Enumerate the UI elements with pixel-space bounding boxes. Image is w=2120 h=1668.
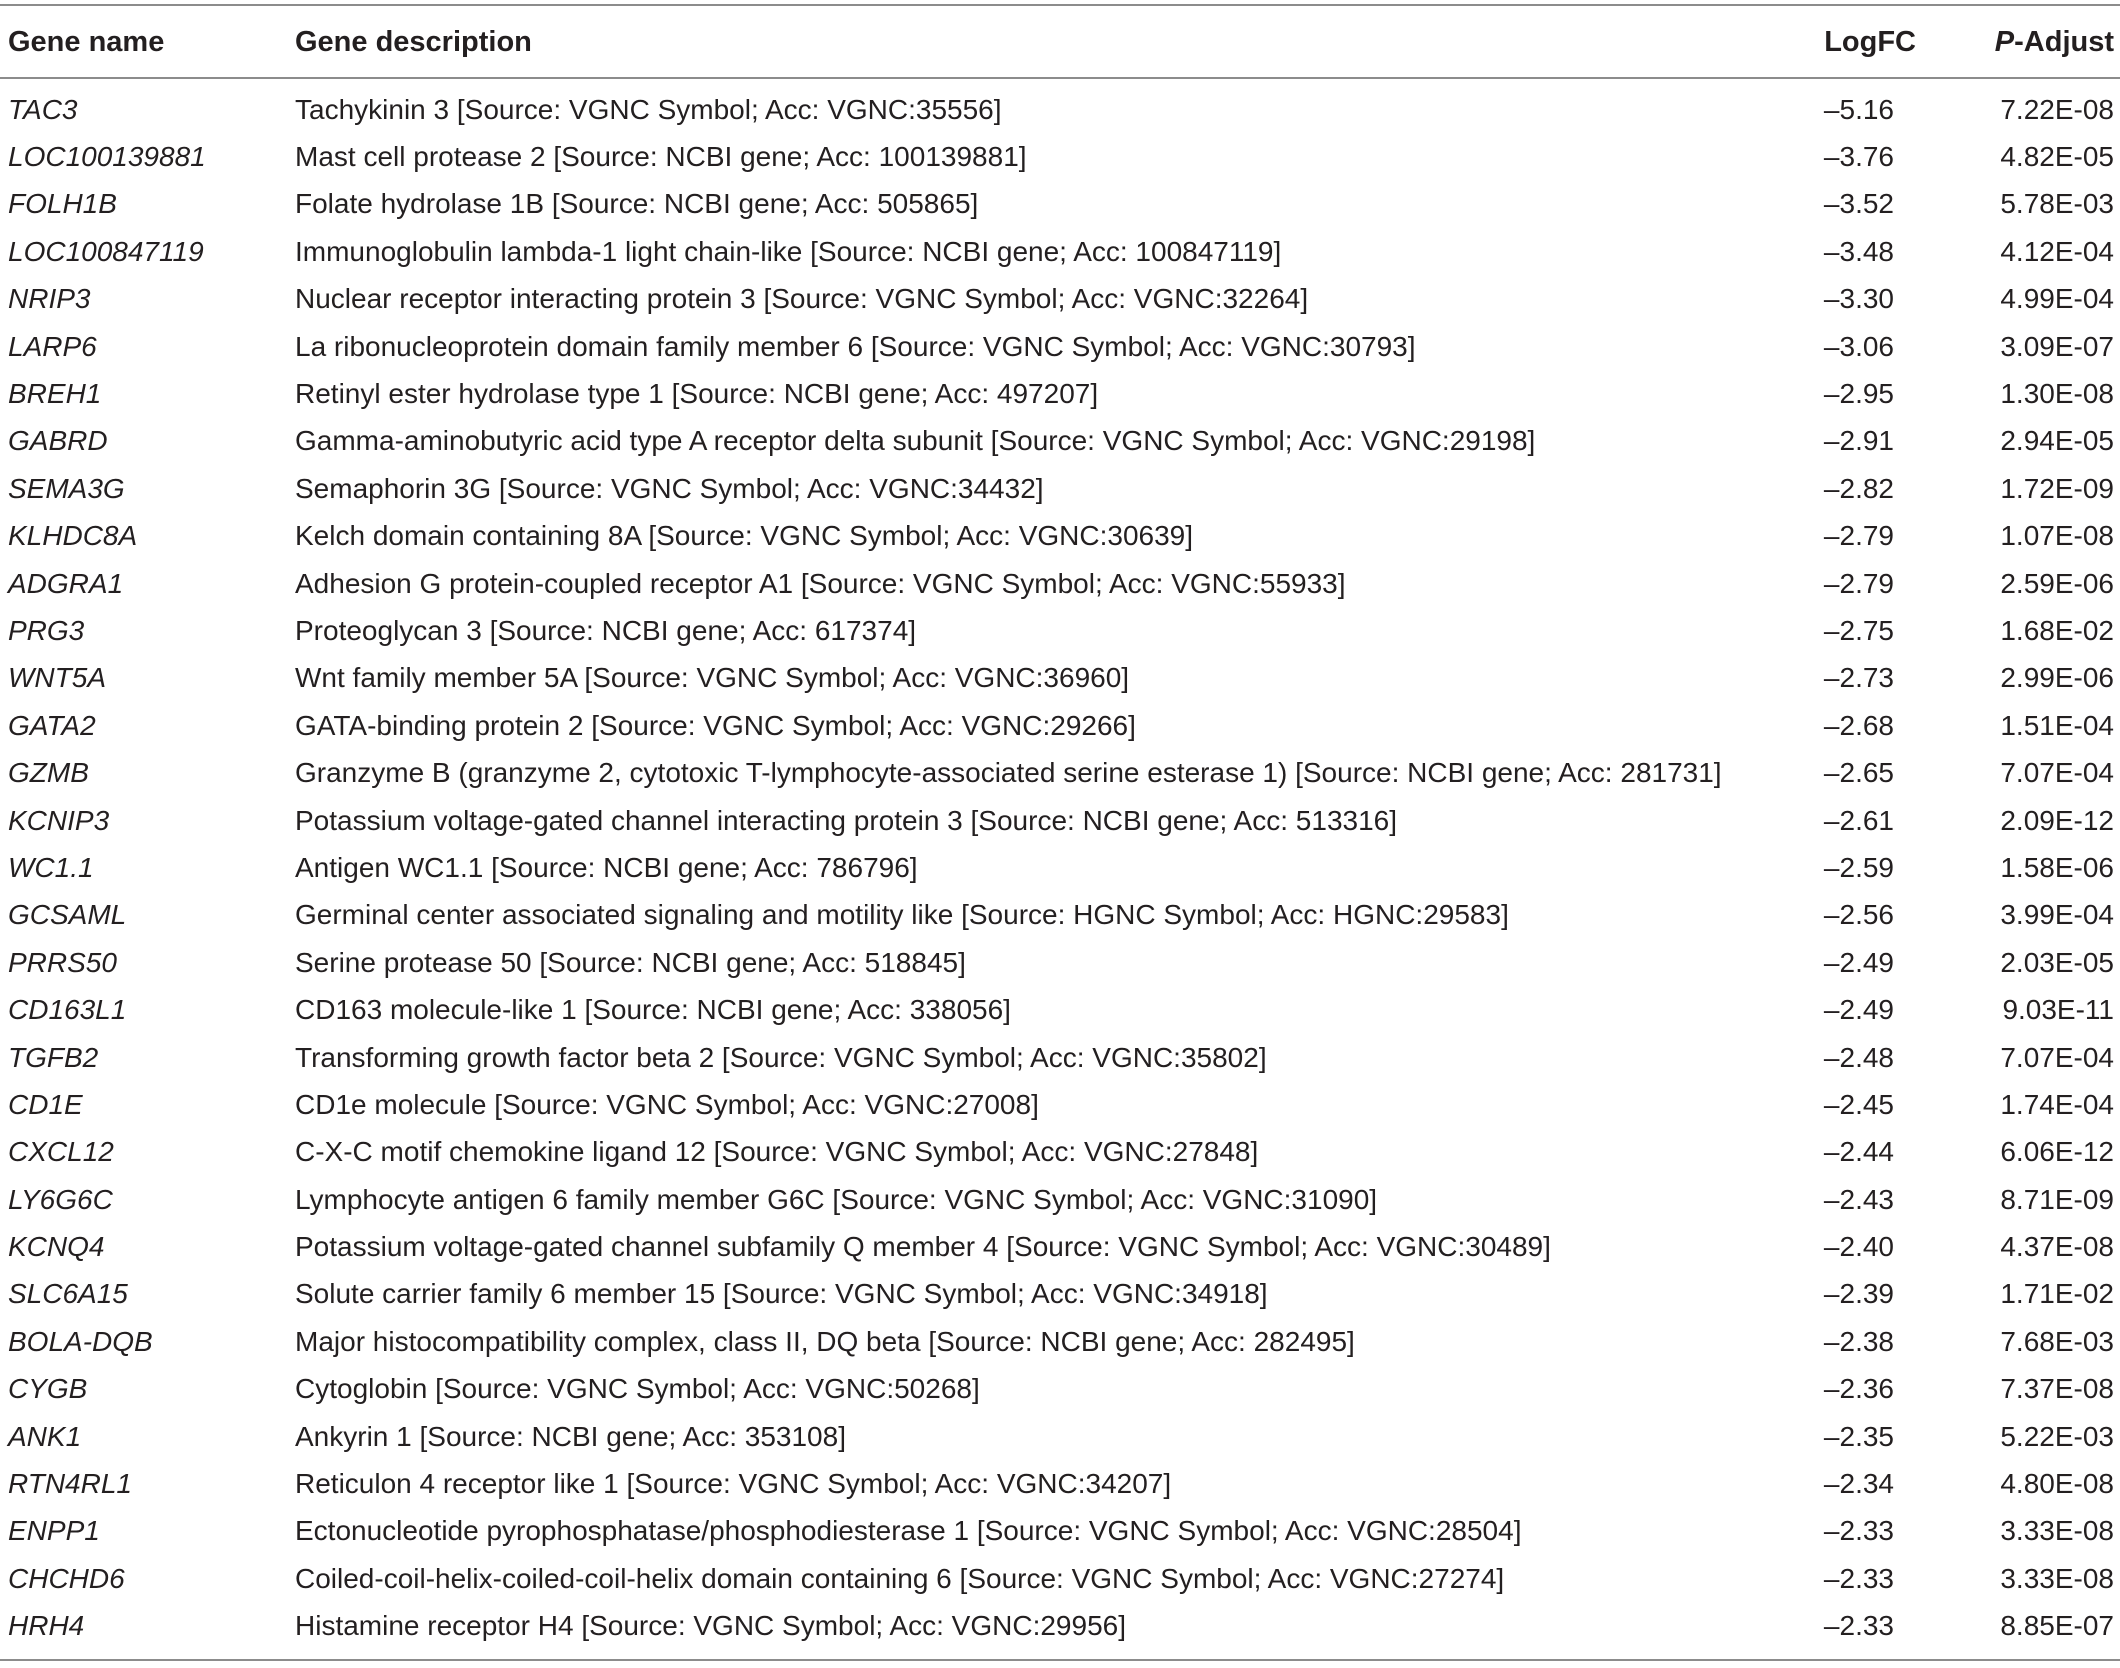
logfc-cell: –2.33 bbox=[1823, 1610, 1894, 1642]
gene-description-cell: Wnt family member 5A [Source: VGNC Symbol; Acc: VGNC:36960] bbox=[295, 662, 1130, 694]
gene-description-cell: Solute carrier family 6 member 15 [Source: VGNC Symbol; Acc: VGNC:34918] bbox=[295, 1278, 1268, 1310]
table-row bbox=[0, 1460, 2120, 1507]
p-adjust-cell: 1.71E-02 bbox=[2000, 1278, 2114, 1310]
gene-name-cell: GATA2 bbox=[8, 709, 96, 741]
logfc-cell: –2.79 bbox=[1823, 520, 1894, 552]
p-adjust-cell: 1.58E-06 bbox=[2000, 851, 2114, 883]
gene-description-cell: Kelch domain containing 8A [Source: VGNC Symbol; Acc: VGNC:30639] bbox=[295, 520, 1194, 552]
table-row bbox=[0, 1271, 2120, 1318]
table-row bbox=[0, 1366, 2120, 1413]
gene-description-cell: Immunoglobulin lambda-1 light chain-like [Source: NCBI gene; Acc: 100847119] bbox=[295, 235, 1282, 267]
gene-name-cell: CYGB bbox=[8, 1373, 88, 1405]
p-adjust-cell: 1.72E-09 bbox=[2000, 472, 2114, 504]
logfc-cell: –2.38 bbox=[1823, 1325, 1894, 1357]
gene-name-cell: CXCL12 bbox=[8, 1136, 114, 1168]
gene-name-cell: SEMA3G bbox=[8, 472, 125, 504]
logfc-cell: –2.79 bbox=[1823, 567, 1894, 599]
header-p-adjust-suffix: -Adjust bbox=[2014, 25, 2114, 58]
table-row bbox=[0, 1508, 2120, 1555]
p-adjust-cell: 6.06E-12 bbox=[2000, 1136, 2114, 1168]
gene-description-cell: Tachykinin 3 [Source: VGNC Symbol; Acc: VGNC:35556] bbox=[295, 93, 1002, 125]
gene-description-cell: CD163 molecule-like 1 [Source: NCBI gene; Acc: 338056] bbox=[295, 994, 1011, 1026]
p-adjust-cell: 1.51E-04 bbox=[2000, 709, 2114, 741]
gene-description-cell: Nuclear receptor interacting protein 3 [Source: VGNC Symbol; Acc: VGNC:32264] bbox=[295, 283, 1309, 315]
p-adjust-cell: 8.71E-09 bbox=[2000, 1183, 2114, 1215]
gene-description-cell: Germinal center associated signaling and motility like [Source: HGNC Symbol; Acc: HGNC:29583] bbox=[295, 899, 1509, 931]
logfc-cell: –3.30 bbox=[1823, 283, 1894, 315]
header-gene-description: Gene description bbox=[295, 25, 532, 58]
table-row bbox=[0, 1555, 2120, 1602]
gene-name-cell: HRH4 bbox=[8, 1610, 85, 1642]
gene-description-cell: Ankyrin 1 [Source: NCBI gene; Acc: 353108] bbox=[295, 1420, 846, 1452]
logfc-cell: –3.76 bbox=[1823, 141, 1894, 173]
gene-description-cell: C-X-C motif chemokine ligand 12 [Source: VGNC Symbol; Acc: VGNC:27848] bbox=[295, 1136, 1259, 1168]
gene-description-cell: Folate hydrolase 1B [Source: NCBI gene; Acc: 505865] bbox=[295, 188, 979, 220]
table-row bbox=[0, 655, 2120, 702]
gene-name-cell: FOLH1B bbox=[8, 188, 117, 220]
gene-description-cell: Reticulon 4 receptor like 1 [Source: VGNC Symbol; Acc: VGNC:34207] bbox=[295, 1468, 1172, 1500]
gene-name-cell: ADGRA1 bbox=[8, 567, 124, 599]
gene-name-cell: LARP6 bbox=[8, 330, 97, 362]
gene-description-cell: Serine protease 50 [Source: NCBI gene; Acc: 518845] bbox=[295, 946, 966, 978]
p-adjust-cell: 8.85E-07 bbox=[2000, 1610, 2114, 1642]
p-adjust-cell: 7.68E-03 bbox=[2000, 1325, 2114, 1357]
gene-name-cell: KCNIP3 bbox=[8, 804, 110, 836]
logfc-cell: –2.73 bbox=[1823, 662, 1894, 694]
logfc-cell: –2.56 bbox=[1823, 899, 1894, 931]
gene-table bbox=[0, 7, 2120, 1650]
p-adjust-cell: 7.07E-04 bbox=[2000, 757, 2114, 789]
header-gene-name: Gene name bbox=[8, 25, 165, 58]
gene-description-cell: Proteoglycan 3 [Source: NCBI gene; Acc: 617374] bbox=[295, 614, 917, 646]
gene-name-cell: KLHDC8A bbox=[8, 520, 138, 552]
gene-description-cell: Transforming growth factor beta 2 [Source: VGNC Symbol; Acc: VGNC:35802] bbox=[295, 1041, 1267, 1073]
logfc-cell: –3.48 bbox=[1823, 235, 1894, 267]
gene-name-cell: RTN4RL1 bbox=[8, 1468, 132, 1500]
gene-description-cell: Potassium voltage-gated channel subfamily Q member 4 [Source: VGNC Symbol; Acc: VGNC:30489] bbox=[295, 1231, 1551, 1263]
logfc-cell: –2.33 bbox=[1823, 1562, 1894, 1594]
gene-description-cell: Ectonucleotide pyrophosphatase/phosphodiesterase 1 [Source: VGNC Symbol; Acc: VGNC:28504] bbox=[295, 1515, 1522, 1547]
table-row bbox=[0, 133, 2120, 180]
gene-description-cell: La ribonucleoprotein domain family member 6 [Source: VGNC Symbol; Acc: VGNC:30793] bbox=[295, 330, 1416, 362]
gene-description-cell: Retinyl ester hydrolase type 1 [Source: NCBI gene; Acc: 497207] bbox=[295, 378, 1099, 410]
logfc-cell: –2.34 bbox=[1823, 1468, 1894, 1500]
header-p-adjust bbox=[1922, 7, 2120, 77]
header-p-adjust-prefix: P bbox=[1994, 25, 2015, 58]
logfc-cell: –2.49 bbox=[1823, 946, 1894, 978]
bottom-rule bbox=[0, 1659, 2120, 1661]
gene-name-cell: LY6G6C bbox=[8, 1183, 113, 1215]
gene-name-cell: CHCHD6 bbox=[8, 1562, 125, 1594]
gene-description-cell: Lymphocyte antigen 6 family member G6C [Source: VGNC Symbol; Acc: VGNC:31090] bbox=[295, 1183, 1378, 1215]
gene-description-cell: Mast cell protease 2 [Source: NCBI gene; Acc: 100139881] bbox=[295, 141, 1027, 173]
table-row bbox=[0, 844, 2120, 891]
table-row bbox=[0, 749, 2120, 796]
table-row bbox=[0, 1603, 2120, 1650]
gene-description-cell: Histamine receptor H4 [Source: VGNC Symbol; Acc: VGNC:29956] bbox=[295, 1610, 1126, 1642]
gene-name-cell: ANK1 bbox=[8, 1420, 82, 1452]
gene-name-cell: TGFB2 bbox=[8, 1041, 99, 1073]
gene-name-cell: LOC100139881 bbox=[8, 141, 206, 173]
table-row bbox=[0, 513, 2120, 560]
p-adjust-cell: 2.94E-05 bbox=[2000, 425, 2114, 457]
p-adjust-cell: 3.99E-04 bbox=[2000, 899, 2114, 931]
logfc-cell: –2.35 bbox=[1823, 1420, 1894, 1452]
gene-description-cell: GATA-binding protein 2 [Source: VGNC Symbol; Acc: VGNC:29266] bbox=[295, 709, 1136, 741]
p-adjust-cell: 1.30E-08 bbox=[2000, 378, 2114, 410]
p-adjust-cell: 2.09E-12 bbox=[2000, 804, 2114, 836]
p-adjust-cell: 9.03E-11 bbox=[2002, 994, 2114, 1026]
logfc-cell: –3.06 bbox=[1823, 330, 1894, 362]
p-adjust-cell: 4.80E-08 bbox=[2000, 1468, 2114, 1500]
table-row bbox=[0, 560, 2120, 607]
p-adjust-cell: 3.09E-07 bbox=[2000, 330, 2114, 362]
gene-description-cell: Semaphorin 3G [Source: VGNC Symbol; Acc: VGNC:34432] bbox=[295, 472, 1044, 504]
gene-name-cell: GABRD bbox=[8, 425, 108, 457]
gene-description-cell: Cytoglobin [Source: VGNC Symbol; Acc: VGNC:50268] bbox=[295, 1373, 980, 1405]
gene-description-cell: CD1e molecule [Source: VGNC Symbol; Acc: VGNC:27008] bbox=[295, 1088, 1039, 1120]
p-adjust-cell: 4.37E-08 bbox=[2000, 1231, 2114, 1263]
gene-description-cell: Antigen WC1.1 [Source: NCBI gene; Acc: 786796] bbox=[295, 851, 918, 883]
gene-description-cell: Gamma-aminobutyric acid type A receptor delta subunit [Source: VGNC Symbol; Acc: VGNC:29198] bbox=[295, 425, 1536, 457]
gene-description-cell: Potassium voltage-gated channel interacting protein 3 [Source: NCBI gene; Acc: 513316] bbox=[295, 804, 1398, 836]
gene-name-cell: PRG3 bbox=[8, 614, 85, 646]
p-adjust-cell: 7.22E-08 bbox=[2000, 93, 2114, 125]
gene-description-cell: Adhesion G protein-coupled receptor A1 [Source: VGNC Symbol; Acc: VGNC:55933] bbox=[295, 567, 1346, 599]
table-row bbox=[0, 939, 2120, 986]
table-row bbox=[0, 418, 2120, 465]
logfc-cell: –2.75 bbox=[1823, 614, 1894, 646]
table-row bbox=[0, 1318, 2120, 1365]
gene-name-cell: CD163L1 bbox=[8, 994, 127, 1026]
logfc-cell: –2.48 bbox=[1823, 1041, 1894, 1073]
logfc-cell: –2.39 bbox=[1823, 1278, 1894, 1310]
table-row bbox=[0, 86, 2120, 133]
logfc-cell: –2.82 bbox=[1823, 472, 1894, 504]
gene-description-cell: Major histocompatibility complex, class II, DQ beta [Source: NCBI gene; Acc: 282495] bbox=[295, 1325, 1355, 1357]
gene-name-cell: GZMB bbox=[8, 757, 89, 789]
gene-name-cell: WNT5A bbox=[8, 662, 106, 694]
p-adjust-cell: 2.99E-06 bbox=[2000, 662, 2114, 694]
logfc-cell: –2.65 bbox=[1823, 757, 1894, 789]
logfc-cell: –5.16 bbox=[1823, 93, 1894, 125]
header-logfc: LogFC bbox=[1824, 25, 1916, 58]
table-row bbox=[0, 1081, 2120, 1128]
table-row bbox=[0, 465, 2120, 512]
logfc-cell: –2.59 bbox=[1823, 851, 1894, 883]
logfc-cell: –2.33 bbox=[1823, 1515, 1894, 1547]
p-adjust-cell: 4.12E-04 bbox=[2000, 235, 2114, 267]
table-row bbox=[0, 228, 2120, 275]
gene-name-cell: SLC6A15 bbox=[8, 1278, 128, 1310]
p-adjust-cell: 7.37E-08 bbox=[2000, 1373, 2114, 1405]
p-adjust-cell: 3.33E-08 bbox=[2000, 1562, 2114, 1594]
logfc-cell: –2.49 bbox=[1823, 994, 1894, 1026]
table-row bbox=[0, 607, 2120, 654]
table-body bbox=[0, 77, 2120, 1650]
p-adjust-cell: 4.82E-05 bbox=[2000, 141, 2114, 173]
p-adjust-cell: 2.59E-06 bbox=[2000, 567, 2114, 599]
p-adjust-cell: 1.07E-08 bbox=[2000, 520, 2114, 552]
header-row bbox=[0, 7, 2120, 77]
gene-name-cell: TAC3 bbox=[8, 93, 78, 125]
table-row bbox=[0, 892, 2120, 939]
p-adjust-cell: 5.78E-03 bbox=[2000, 188, 2114, 220]
top-rule bbox=[0, 4, 2120, 6]
logfc-cell: –2.91 bbox=[1823, 425, 1894, 457]
gene-name-cell: WC1.1 bbox=[8, 851, 94, 883]
table-row bbox=[0, 1176, 2120, 1223]
table-row bbox=[0, 1413, 2120, 1460]
gene-description-cell: Granzyme B (granzyme 2, cytotoxic T-lymphocyte-associated serine esterase 1) [Source: NCBI gene; Acc: 281731] bbox=[295, 757, 1722, 789]
logfc-cell: –2.40 bbox=[1823, 1231, 1894, 1263]
gene-name-cell: LOC100847119 bbox=[8, 235, 204, 267]
table-row bbox=[0, 370, 2120, 417]
logfc-cell: –2.68 bbox=[1823, 709, 1894, 741]
logfc-cell: –2.44 bbox=[1823, 1136, 1894, 1168]
table-row bbox=[0, 1223, 2120, 1270]
gene-name-cell: KCNQ4 bbox=[8, 1231, 105, 1263]
logfc-cell: –2.43 bbox=[1823, 1183, 1894, 1215]
table-row bbox=[0, 181, 2120, 228]
gene-name-cell: CD1E bbox=[8, 1088, 83, 1120]
p-adjust-cell: 2.03E-05 bbox=[2000, 946, 2114, 978]
p-adjust-cell: 3.33E-08 bbox=[2000, 1515, 2114, 1547]
table-row bbox=[0, 797, 2120, 844]
p-adjust-cell: 7.07E-04 bbox=[2000, 1041, 2114, 1073]
logfc-cell: –2.45 bbox=[1823, 1088, 1894, 1120]
logfc-cell: –2.36 bbox=[1823, 1373, 1894, 1405]
gene-name-cell: ENPP1 bbox=[8, 1515, 100, 1547]
gene-name-cell: BREH1 bbox=[8, 378, 102, 410]
gene-name-cell: BOLA-DQB bbox=[8, 1325, 153, 1357]
gene-description-cell: Coiled-coil-helix-coiled-coil-helix domain containing 6 [Source: VGNC Symbol; Acc: VGNC:27274] bbox=[295, 1562, 1505, 1594]
gene-name-cell: GCSAML bbox=[8, 899, 127, 931]
table-row bbox=[0, 986, 2120, 1033]
table-row bbox=[0, 276, 2120, 323]
table-row bbox=[0, 1034, 2120, 1081]
p-adjust-cell: 1.74E-04 bbox=[2000, 1088, 2114, 1120]
table-row bbox=[0, 1129, 2120, 1176]
gene-name-cell: PRRS50 bbox=[8, 946, 117, 978]
table-row bbox=[0, 702, 2120, 749]
logfc-cell: –3.52 bbox=[1823, 188, 1894, 220]
p-adjust-cell: 4.99E-04 bbox=[2000, 283, 2114, 315]
gene-name-cell: NRIP3 bbox=[8, 283, 91, 315]
logfc-cell: –2.95 bbox=[1823, 378, 1894, 410]
table-row bbox=[0, 323, 2120, 370]
logfc-cell: –2.61 bbox=[1823, 804, 1894, 836]
p-adjust-cell: 1.68E-02 bbox=[2000, 614, 2114, 646]
p-adjust-cell: 5.22E-03 bbox=[2000, 1420, 2114, 1452]
